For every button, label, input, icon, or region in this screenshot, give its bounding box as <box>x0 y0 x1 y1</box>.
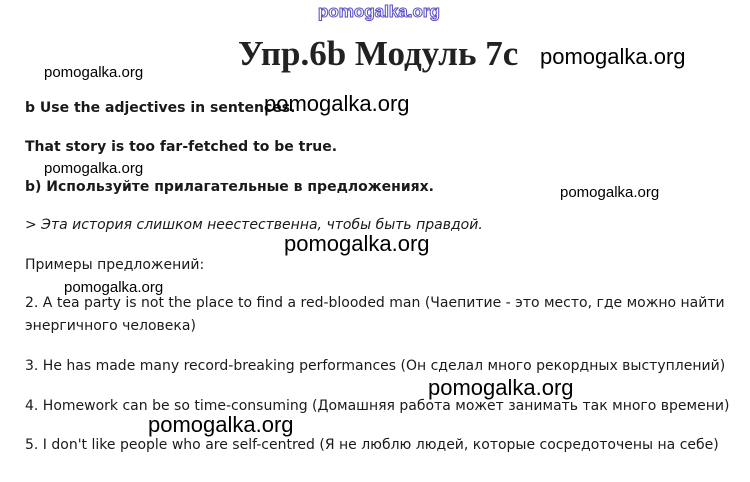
watermark-left-1: pomogalka.org <box>44 64 144 81</box>
watermark-left-low: pomogalka.org <box>148 412 294 437</box>
watermark-top: pomogalka.org <box>318 2 440 21</box>
examples-heading: Примеры предложений: <box>25 257 205 273</box>
watermark-left-3: pomogalka.org <box>64 279 164 296</box>
watermark-left-2: pomogalka.org <box>44 160 144 177</box>
list-item: 4. Homework can be so time-consuming (Домашняя работа может занимать так много времени) <box>25 398 730 414</box>
watermark-after-task: pomogalka.org <box>264 91 410 116</box>
watermark-right-low: pomogalka.org <box>428 375 574 400</box>
task-english: b Use the adjectives in sentences. <box>25 100 296 116</box>
list-item: энергичного человека) <box>25 318 196 334</box>
example-english: That story is too far-fetched to be true. <box>25 139 338 155</box>
watermark-right-mid: pomogalka.org <box>560 184 660 201</box>
watermark-title-right: pomogalka.org <box>540 44 686 69</box>
list-item: 5. I don't like people who are self-centred (Я не люблю людей, которые сосредоточены на себе) <box>25 437 719 453</box>
example-russian: > Эта история слишком неестественна, чтобы быть правдой. <box>25 217 483 233</box>
task-russian: b) Используйте прилагательные в предложениях. <box>25 179 434 195</box>
page-title: Упр.6b Модуль 7c <box>238 34 519 73</box>
list-item: 3. He has made many record-breaking performances (Он сделал много рекордных выступлений) <box>25 358 726 374</box>
watermark-center-mid: pomogalka.org <box>284 231 430 256</box>
list-item: 2. A tea party is not the place to find a red-blooded man (Чаепитие - это место, где можно найти <box>25 295 725 311</box>
